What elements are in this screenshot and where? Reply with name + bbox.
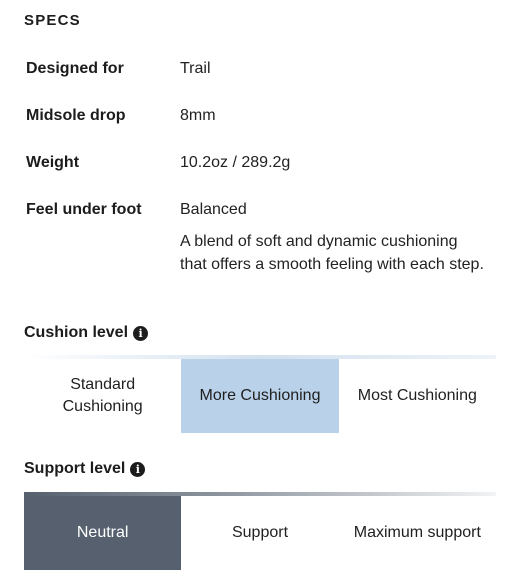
spec-label: Weight	[26, 154, 80, 171]
support-gradient-bar	[24, 492, 496, 496]
spec-value: 10.2oz / 289.2g	[180, 154, 291, 171]
support-option-support[interactable]: Support	[231, 523, 289, 541]
spec-value: Balanced	[180, 201, 247, 218]
info-icon[interactable]: i	[130, 462, 145, 477]
support-option-neutral[interactable]: Neutral	[24, 496, 181, 570]
cushion-level-heading	[24, 324, 148, 342]
spec-value: 8mm	[180, 107, 216, 124]
support-level-scale	[24, 496, 496, 570]
spec-label: Midsole drop	[26, 107, 126, 124]
cushion-option-most[interactable]: Most Cushioning	[357, 386, 477, 404]
info-icon[interactable]: i	[133, 326, 148, 341]
cushion-level-scale	[24, 359, 496, 433]
support-option-maximum[interactable]: Maximum support	[353, 523, 481, 541]
specs-title: SPECS	[24, 12, 81, 29]
cushion-level-label: Cushion level	[24, 324, 129, 341]
spec-value: Trail	[180, 60, 211, 77]
cushion-option-standard[interactable]: Standard Cushioning	[62, 375, 143, 415]
spec-description: A blend of soft and dynamic cushioning that offers a smooth feeling with each step.	[180, 233, 484, 273]
support-level-heading	[24, 460, 145, 478]
spec-label: Feel under foot	[26, 201, 142, 218]
cushion-gradient-bar	[24, 355, 496, 359]
support-level-label: Support level	[24, 460, 126, 477]
cushion-option-more[interactable]: More Cushioning	[181, 359, 338, 433]
spec-label: Designed for	[26, 60, 124, 77]
